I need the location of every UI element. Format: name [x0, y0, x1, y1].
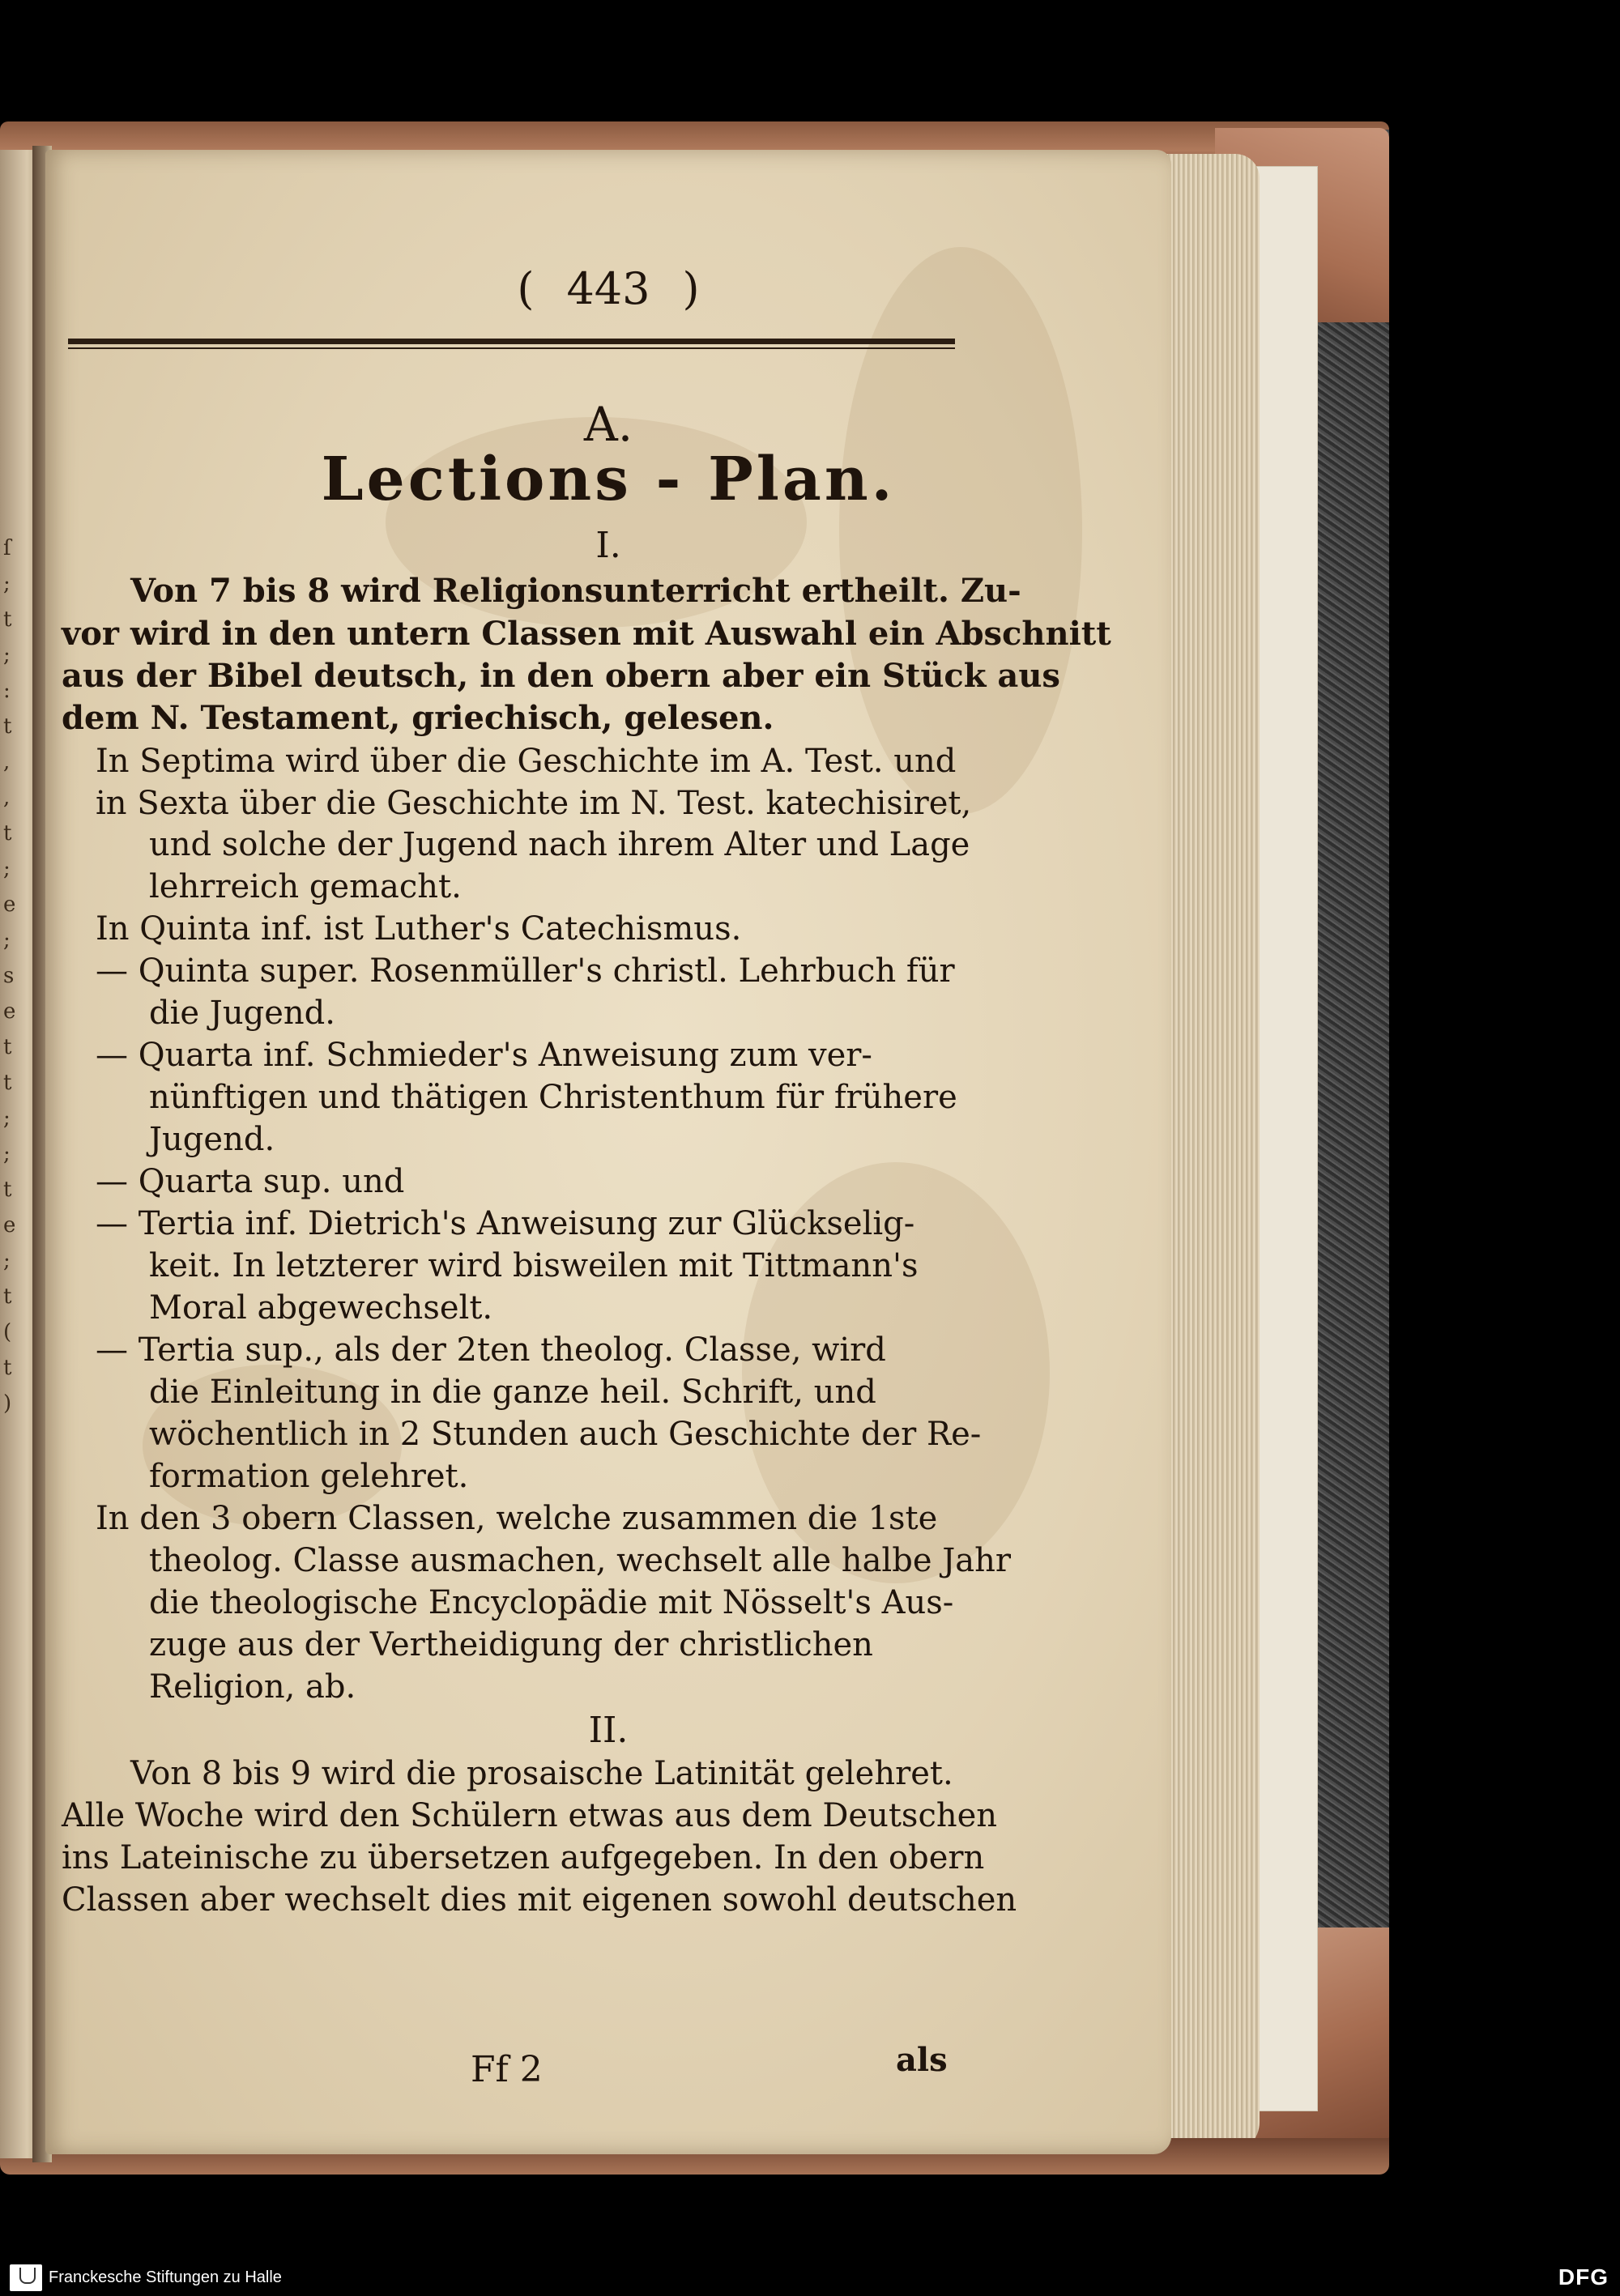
- book-page: [45, 150, 1171, 2154]
- section1-line-24: theolog. Classe ausmachen, wechselt alle halbe Jahr: [149, 1542, 1011, 1579]
- section1-line-6: in Sexta über die Geschichte im N. Test. katechisiret,: [96, 785, 972, 822]
- appendix-letter: A.: [583, 397, 633, 452]
- section1-line-4: dem N. Testament, griechisch, gelesen.: [62, 699, 774, 737]
- section1-line-22: formation gelehret.: [149, 1458, 469, 1495]
- header-close-paren: ): [682, 263, 700, 314]
- section1-line-21: wöchentlich in 2 Stunden auch Geschichte der Re-: [149, 1416, 982, 1453]
- left-page-marks: ſ ; t ; : t , , t ; e ; s e t t ; ; t e ; t ( t ): [3, 536, 16, 1416]
- section1-line-2: vor wird in den untern Classen mit Auswahl ein Abschnitt: [62, 615, 1111, 653]
- header-rule-thin: [68, 347, 955, 349]
- signature-mark: Ff 2: [471, 2049, 543, 2090]
- section2-line-4: Classen aber wechselt dies mit eigenen sowohl deutschen: [62, 1881, 1017, 1919]
- section1-line-3: aus der Bibel deutsch, in den obern aber ein Stück aus: [62, 657, 1060, 695]
- section1-line-17: keit. In letzterer wird bisweilen mit Tittmann's: [149, 1247, 919, 1284]
- section1-line-26: zuge aus der Vertheidigung der christlichen: [149, 1626, 873, 1663]
- section1-line-20: die Einleitung in die ganze heil. Schrift, und: [149, 1374, 876, 1411]
- section1-line-15: — Quarta sup. und: [96, 1163, 405, 1200]
- page-number: 443: [566, 263, 650, 314]
- dfg-logo: DFG: [1558, 2264, 1609, 2290]
- section1-line-13: nünftigen und thätigen Christenthum für frühere: [149, 1079, 957, 1116]
- page-header: [45, 263, 1171, 314]
- section1-line-18: Moral abgewechselt.: [149, 1289, 493, 1327]
- section1-line-1: Von 7 bis 8 wird Religionsunterricht ertheilt. Zu-: [130, 572, 1021, 610]
- section2-line-3: ins Lateinische zu übersetzen aufgegeben. In den obern: [62, 1839, 985, 1876]
- section2-line-2: Alle Woche wird den Schülern etwas aus dem Deutschen: [62, 1797, 998, 1834]
- header-open-paren: (: [517, 263, 535, 314]
- section1-line-11: die Jugend.: [149, 995, 335, 1032]
- section-numeral-1: I.: [595, 525, 621, 566]
- section1-line-19: — Tertia sup., als der 2ten theolog. Classe, wird: [96, 1331, 886, 1369]
- section1-line-14: Jugend.: [149, 1121, 275, 1158]
- section1-line-25: die theologische Encyclopädie mit Nösselt's Aus-: [149, 1584, 954, 1621]
- section1-line-10: — Quinta super. Rosenmüller's christl. Lehrbuch für: [96, 952, 955, 990]
- section-numeral-2: II.: [588, 1710, 629, 1751]
- section1-line-7: und solche der Jugend nach ihrem Alter und Lage: [149, 826, 970, 863]
- section2-line-1: Von 8 bis 9 wird die prosaische Latinität gelehret.: [130, 1755, 953, 1792]
- section1-line-12: — Quarta inf. Schmieder's Anweisung zum ver-: [96, 1037, 872, 1074]
- page-title: Lections - Plan.: [321, 445, 896, 514]
- section1-line-16: — Tertia inf. Dietrich's Anweisung zur Glückselig-: [96, 1205, 915, 1242]
- section1-line-8: lehrreich gemacht.: [149, 868, 462, 905]
- section1-line-27: Religion, ab.: [149, 1668, 356, 1706]
- viewer-footer-bar: [0, 2260, 1620, 2296]
- section1-line-23: In den 3 obern Classen, welche zusammen die 1ste: [96, 1500, 938, 1537]
- institution-name: Franckesche Stiftungen zu Halle: [49, 2268, 282, 2286]
- section1-line-5: In Septima wird über die Geschichte im A. Test. und: [96, 743, 957, 780]
- catchword: als: [896, 2041, 948, 2079]
- header-rule-thick: [68, 339, 955, 344]
- section1-line-9: In Quinta inf. ist Luther's Catechismus.: [96, 910, 742, 948]
- institution-logo-icon: [10, 2264, 42, 2291]
